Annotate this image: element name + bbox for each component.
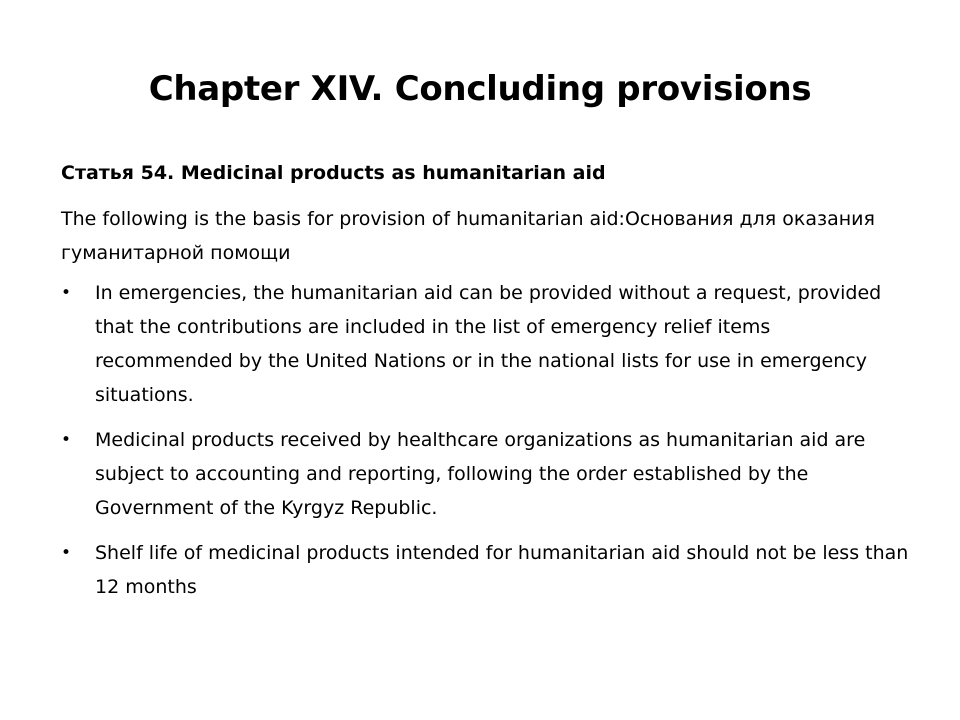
slide-title: Chapter XIV. Concluding provisions (148, 69, 812, 109)
bullet-list (61, 276, 911, 604)
bullet-text: In emergencies, the humanitarian aid can be provided without a request, provided that the contributions are included in the list of emergency relief items recommended by the United Nations or in the national lists for use in emergency situations. (95, 282, 882, 406)
bullet-text: Medicinal products received by healthcare organizations as humanitarian aid are subject to accounting and reporting, following the order established by the Government of the Kyrgyz Republic. (95, 429, 866, 519)
article-heading: Статья 54. Medicinal products as humanitarian aid (61, 162, 606, 184)
bullet-item (61, 423, 911, 525)
bullet-item (61, 536, 911, 604)
slide-content (61, 156, 911, 615)
bullet-icon: • (61, 283, 72, 303)
bullet-item (61, 276, 911, 412)
bullet-icon: • (61, 543, 72, 563)
bullet-text: Shelf life of medicinal products intended for humanitarian aid should not be less than 12 months (95, 542, 909, 598)
intro-paragraph: The following is the basis for provision of humanitarian aid:Основания для оказания гуманитарной помощи (61, 208, 875, 264)
bullet-icon: • (61, 430, 72, 450)
